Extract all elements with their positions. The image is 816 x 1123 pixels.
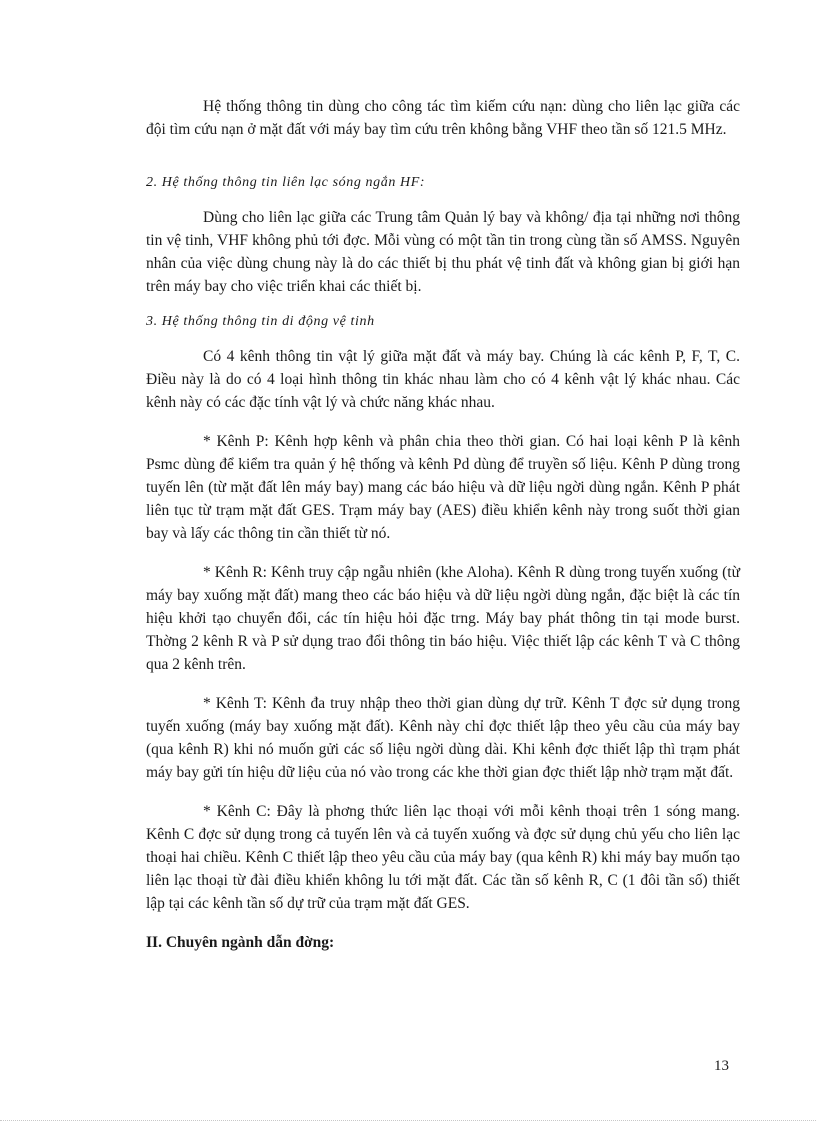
- section-3-intro: Có 4 kênh thông tin vật lý giữa mặt đất và máy bay. Chúng là các kênh P, F, T, C. Điều này là do có 4 loại hình thông tin khác nhau làm cho có 4 kênh vật lý khác nhau. Các kênh này có các đặc tính vật lý và chức năng khác nhau.: [146, 348, 740, 411]
- section-2-heading: 2. Hệ thống thông tin liên lạc sóng ngắn HF:: [146, 175, 426, 190]
- page-number: 13: [714, 1058, 729, 1074]
- section-2-body: Dùng cho liên lạc giữa các Trung tâm Quản lý bay và không/ địa tại những nơi thông tin vệ tinh, VHF không phủ tới đợc. Mỗi vùng có một tần tin trong cùng tần số AMSS. Nguyên nhân của việc dùng chung này là do các thiết bị thu phát vệ tinh đất và không gian bị giới hạn trên máy bay cho việc triển khai các thiết bị.: [146, 209, 740, 295]
- channel-c-paragraph: * Kênh C: Đây là phơng thức liên lạc thoại với mỗi kênh thoại trên 1 sóng mang. Kênh C đợc sử dụng trong cả tuyến lên và cả tuyến xuống và đợc sử dụng chủ yếu cho liên lạc thoại hai chiều. Kênh C thiết lập theo yêu cầu của máy bay (qua kênh R) khi máy bay muốn tạo liên lạc thoại từ đài điều khiển không lu tới mặt đất. Các tần số kênh R, C (1 đôi tần số) thiết lập tại các kênh tần số dự trữ của trạm mặt đất GES.: [146, 803, 740, 912]
- spacer: [146, 141, 740, 171]
- spacer: [146, 676, 740, 692]
- channel-r-paragraph: * Kênh R: Kênh truy cập ngẫu nhiên (khe Aloha). Kênh R dùng trong tuyến xuống (từ máy bay xuống mặt đất) mang theo các báo hiệu và dữ liệu ngời dùng ngắn, đặc biệt là các tín hiệu khởi tạo chuyển đổi, các tín hiệu hỏi đặc trng. Máy bay phát thông tin tại mode burst. Thờng 2 kênh R và P sử dụng trao đổi thông tin báo hiệu. Việc thiết lập các kênh T và C thông qua 2 kênh trên.: [146, 564, 740, 673]
- spacer: [146, 915, 740, 931]
- spacer: [146, 333, 740, 345]
- section-3-heading: 3. Hệ thống thông tin di động vệ tinh: [146, 314, 375, 329]
- intro-paragraph: Hệ thống thông tin dùng cho công tác tìm kiếm cứu nạn: dùng cho liên lạc giữa các đội tìm cứu nạn ở mặt đất với máy bay tìm cứu trên không bằng VHF theo tần số 121.5 MHz.: [146, 98, 740, 138]
- channel-p-paragraph: * Kênh P: Kênh hợp kênh và phân chia theo thời gian. Có hai loại kênh P là kênh Psmc dùng để kiểm tra quản ý hệ thống và kênh Pd dùng để truyền số liệu. Kênh P dùng trong tuyến lên (từ mặt đất lên máy bay) mang các báo hiệu và dữ liệu ngời dùng ngắn. Kênh P phát liên tục từ trạm mặt đất GES. Trạm máy bay (AES) điều khiển kênh này trong suốt thời gian bay và lấy các thông tin cần thiết từ nó.: [146, 433, 740, 542]
- page-bottom-divider: [0, 1120, 816, 1121]
- channel-t-paragraph: * Kênh T: Kênh đa truy nhập theo thời gian dùng dự trữ. Kênh T đợc sử dụng trong tuyến xuống (máy bay xuống mặt đất). Kênh này chỉ đợc thiết lập theo yêu cầu của máy bay (qua kênh R) khi nó muốn gửi các số liệu ngời dùng dài. Khi kênh đợc thiết lập thì trạm phát máy bay gửi tín hiệu dữ liệu của nó vào trong các khe thời gian đợc thiết lập nhờ trạm mặt đất.: [146, 695, 740, 781]
- spacer: [146, 194, 740, 206]
- page-content: [146, 95, 740, 954]
- part-2-heading: II. Chuyên ngành dẫn đờng:: [146, 934, 335, 951]
- spacer: [146, 298, 740, 310]
- spacer: [146, 784, 740, 800]
- spacer: [146, 545, 740, 561]
- spacer: [146, 414, 740, 430]
